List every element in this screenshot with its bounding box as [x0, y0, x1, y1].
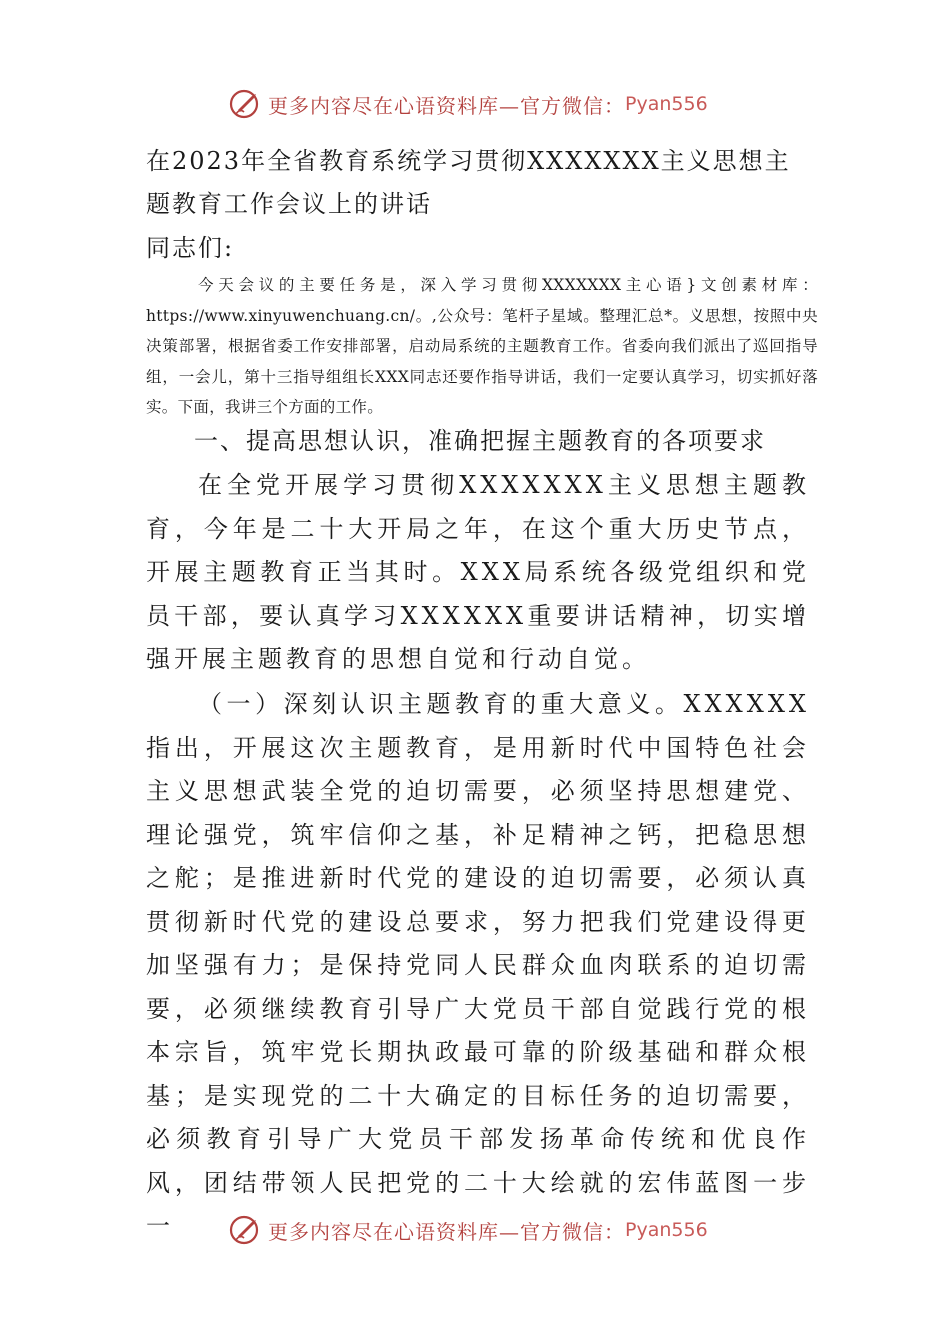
intro-paragraph: 今天会议的主要任务是，深入学习贯彻XXXXXXX主心语}文创素材库：https://www.xinyuwenchuang.cn/。,公众号：笔杆子星域。整理汇总*。义思想，按照中央决策部署，根据省委工作安排部署，启动局系统的主题教育工作。省委向我们派出了巡回指导组，一会儿，第十三指导组组长XXX同志还要作指导讲话，我们一定要认真学习，切实抓好落实。下面，我讲三个方面的工作。 [146, 276, 818, 416]
watermark-wechat-id: Pyan556 [625, 1219, 708, 1241]
watermark-footer [228, 1210, 728, 1250]
watermark-wechat-id: Pyan556 [625, 93, 708, 115]
pen-logo-icon [228, 1212, 264, 1248]
body-paragraph-1: 在全党开展学习贯彻XXXXXXX主义思想主题教育，今年是二十大开局之年，在这个重大历史节点，开展主题教育正当其时。XXX局系统各级党组织和党员干部，要认真学习XXXXXX重要讲话精神，切实增强开展主题教育的思想自觉和行动自觉。 [146, 471, 810, 673]
watermark-header [228, 84, 728, 124]
document-title: 在2023年全省教育系统学习贯彻XXXXXXX主义思想主题教育工作会议上的讲话 [146, 147, 791, 218]
pen-logo-icon [228, 86, 264, 122]
watermark-text: 更多内容尽在心语资料库—官方微信： [268, 1219, 625, 1244]
section-heading-1: 一、提高思想认识，准确把握主题教育的各项要求 [194, 427, 766, 455]
body-paragraph-2: （一）深刻认识主题教育的重大意义。XXXXXX指出，开展这次主题教育，是用新时代中国特色社会主义思想武装全党的迫切需要，必须坚持思想建党、理论强党，筑牢信仰之基，补足精神之钙，把稳思想之舵；是推进新时代党的建设的迫切需要，必须认真贯彻新时代党的建设总要求，努力把我们党建设得更加坚强有力；是保持党同人民群众血肉联系的迫切需要，必须继续教育引导广大党员干部自觉践行党的根本宗旨，筑牢党长期执政最可靠的阶级基础和群众根基；是实现党的二十大确定的目标任务的迫切需要，必须教育引导广大党员干部发扬革命传统和优良作风，团结带领人民把党的二十大绘就的宏伟蓝图一步一 [146, 690, 810, 1240]
salutation: 同志们: [146, 234, 235, 262]
watermark-text: 更多内容尽在心语资料库—官方微信： [268, 93, 625, 118]
